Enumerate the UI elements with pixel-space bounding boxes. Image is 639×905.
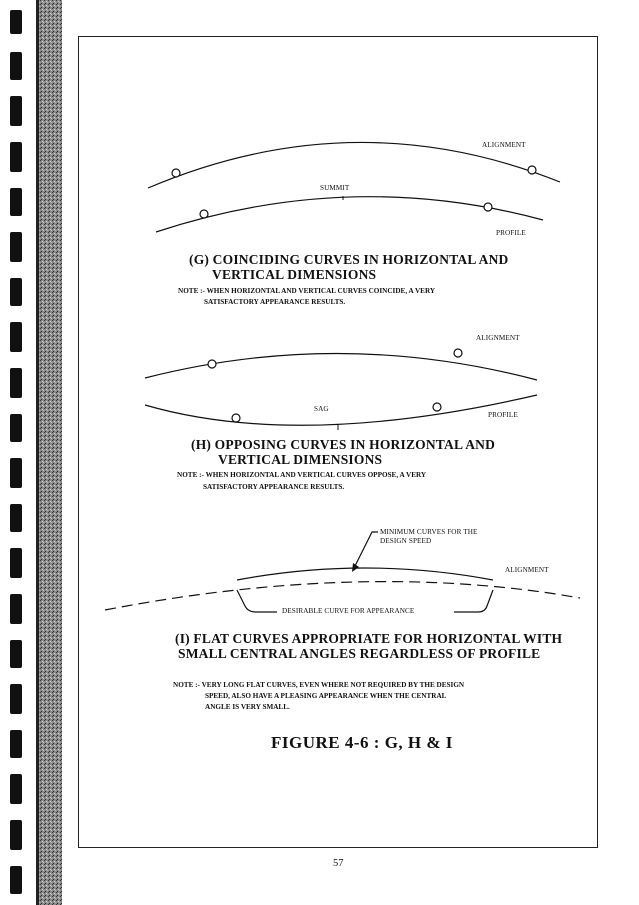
g-note-line2: SATISFACTORY APPEARANCE RESULTS. bbox=[204, 298, 346, 306]
h-note-line1: NOTE :- WHEN HORIZONTAL AND VERTICAL CURVES OPPOSE, A VERY bbox=[177, 471, 427, 479]
i-desirable-bracket-right bbox=[454, 590, 493, 612]
g-alignment-label: ALIGNMENT bbox=[482, 141, 526, 149]
i-alignment-label: ALIGNMENT bbox=[505, 566, 549, 574]
i-note-line3: ANGLE IS VERY SMALL. bbox=[205, 703, 290, 711]
h-heading-line1: (H) OPPOSING CURVES IN HORIZONTAL AND bbox=[191, 437, 496, 452]
h-profile-pvt-marker bbox=[433, 403, 441, 411]
h-heading-line2: VERTICAL DIMENSIONS bbox=[218, 452, 383, 467]
i-desirable-bracket bbox=[237, 590, 277, 612]
h-alignment-pt-marker bbox=[454, 349, 462, 357]
i-desirable-label: DESIRABLE CURVE FOR APPEARANCE bbox=[282, 607, 415, 615]
i-minimum-label-line2: DESIGN SPEED bbox=[380, 537, 432, 545]
h-alignment-curve bbox=[145, 353, 537, 380]
g-profile-curve bbox=[156, 197, 543, 232]
figure-caption: FIGURE 4-6 : G, H & I bbox=[271, 733, 453, 752]
h-sag-label: SAG bbox=[314, 405, 329, 413]
g-summit-label: SUMMIT bbox=[320, 184, 350, 192]
page-number: 57 bbox=[333, 858, 344, 869]
h-alignment-label: ALIGNMENT bbox=[476, 334, 520, 342]
g-profile-pvc-marker bbox=[200, 210, 208, 218]
i-note-line1: NOTE :- VERY LONG FLAT CURVES, EVEN WHERE NOT REQUIRED BY THE DESIGN bbox=[173, 681, 465, 689]
g-heading-line2: VERTICAL DIMENSIONS bbox=[212, 267, 377, 282]
g-alignment-curve bbox=[148, 142, 560, 188]
g-alignment-pc-marker bbox=[172, 169, 180, 177]
i-minimum-leader bbox=[355, 532, 378, 566]
i-note-line2: SPEED, ALSO HAVE A PLEASING APPEARANCE WHEN THE CENTRAL bbox=[205, 692, 447, 700]
i-heading-line1: (I) FLAT CURVES APPROPRIATE FOR HORIZONTAL WITH bbox=[175, 631, 563, 646]
h-profile-curve bbox=[145, 395, 537, 425]
i-minimum-label-line1: MINIMUM CURVES FOR THE bbox=[380, 528, 478, 536]
h-profile-label: PROFILE bbox=[488, 411, 518, 419]
g-alignment-pt-marker bbox=[528, 166, 536, 174]
i-desirable-curve bbox=[105, 582, 580, 610]
g-profile-label: PROFILE bbox=[496, 229, 526, 237]
g-heading-line1: (G) COINCIDING CURVES IN HORIZONTAL AND bbox=[189, 252, 509, 267]
i-minimum-curve bbox=[237, 568, 493, 580]
g-note-line1: NOTE :- WHEN HORIZONTAL AND VERTICAL CURVES COINCIDE, A VERY bbox=[178, 287, 436, 295]
i-heading-line2: SMALL CENTRAL ANGLES REGARDLESS OF PROFILE bbox=[178, 646, 541, 661]
h-alignment-pc-marker bbox=[208, 360, 216, 368]
g-profile-pvt-marker bbox=[484, 203, 492, 211]
h-note-line2: SATISFACTORY APPEARANCE RESULTS. bbox=[203, 483, 345, 491]
h-profile-pvc-marker bbox=[232, 414, 240, 422]
